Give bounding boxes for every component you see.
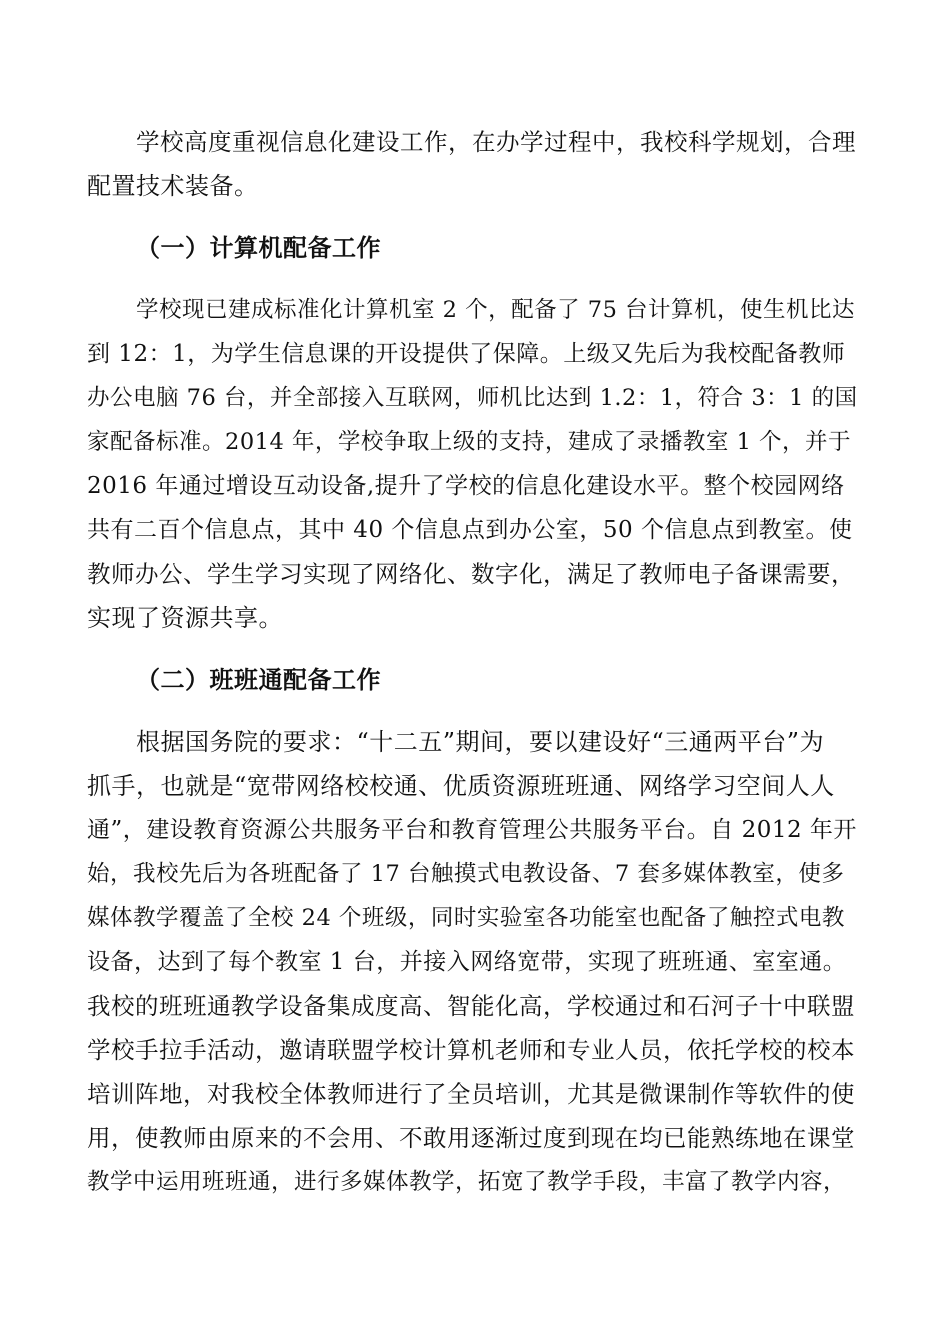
paragraph-3-line-11: 教学中运用班班通，进行多媒体教学，拓宽了教学手段，丰富了教学内容， bbox=[87, 1169, 847, 1195]
paragraph-2-line-6: 共有二百个信息点，其中 40 个信息点到办公室，50 个信息点到教室。使 bbox=[87, 517, 853, 543]
paragraph-3-line-3: 通”，建设教育资源公共服务平台和教育管理公共服务平台。自 2012 年开 bbox=[87, 817, 857, 843]
paragraph-2-line-4: 家配备标准。2014 年，学校争取上级的支持，建成了录播教室 1 个，并于 bbox=[87, 429, 852, 455]
paragraph-3-line-1: 根据国务院的要求：“十二五”期间，要以建设好“三通两平台”为 bbox=[136, 728, 825, 756]
paragraph-1-line-2: 配置技术装备。 bbox=[87, 172, 259, 200]
section-heading-classroom-devices: （二）班班通配备工作 bbox=[136, 665, 381, 694]
paragraph-2-line-3: 办公电脑 76 台，并全部接入互联网，师机比达到 1.2：1，符合 3：1 的国 bbox=[87, 385, 858, 411]
paragraph-3-line-5: 媒体教学覆盖了全校 24 个班级，同时实验室各功能室也配备了触控式电教 bbox=[87, 905, 845, 931]
paragraph-1-line-1: 学校高度重视信息化建设工作，在办学过程中，我校科学规划，合理 bbox=[136, 128, 856, 156]
paragraph-3-line-7: 我校的班班通教学设备集成度高、智能化高，学校通过和石河子十中联盟 bbox=[87, 992, 855, 1020]
paragraph-2-line-2: 到 12：1，为学生信息课的开设提供了保障。上级又先后为我校配备教师 bbox=[87, 341, 846, 367]
paragraph-2-line-1: 学校现已建成标准化计算机室 2 个，配备了 75 台计算机，使生机比达 bbox=[136, 297, 856, 323]
paragraph-2-line-7: 教师办公、学生学习实现了网络化、数字化，满足了教师电子备课需要， bbox=[87, 560, 855, 588]
paragraph-3-line-10: 用，使教师由原来的不会用、不敢用逐渐过度到现在均已能熟练地在课堂 bbox=[87, 1124, 855, 1152]
paragraph-3-line-4: 始，我校先后为各班配备了 17 台触摸式电教设备、7 套多媒体教室，使多 bbox=[87, 861, 845, 887]
paragraph-3-line-8: 学校手拉手活动，邀请联盟学校计算机老师和专业人员，依托学校的校本 bbox=[87, 1036, 855, 1064]
paragraph-3-line-2: 抓手，也就是“宽带网络校校通、优质资源班班通、网络学习空间人人 bbox=[87, 772, 835, 800]
section-heading-computers: （一）计算机配备工作 bbox=[136, 233, 381, 262]
paragraph-2-line-8: 实现了资源共享。 bbox=[87, 604, 283, 632]
paragraph-3-line-6: 设备，达到了每个教室 1 台，并接入网络宽带，实现了班班通、室室通。 bbox=[87, 949, 847, 975]
paragraph-3-line-9: 培训阵地，对我校全体教师进行了全员培训，尤其是微课制作等软件的使 bbox=[87, 1080, 855, 1108]
paragraph-2-line-5: 2016 年通过增设互动设备,提升了学校的信息化建设水平。整个校园网络 bbox=[87, 473, 845, 499]
